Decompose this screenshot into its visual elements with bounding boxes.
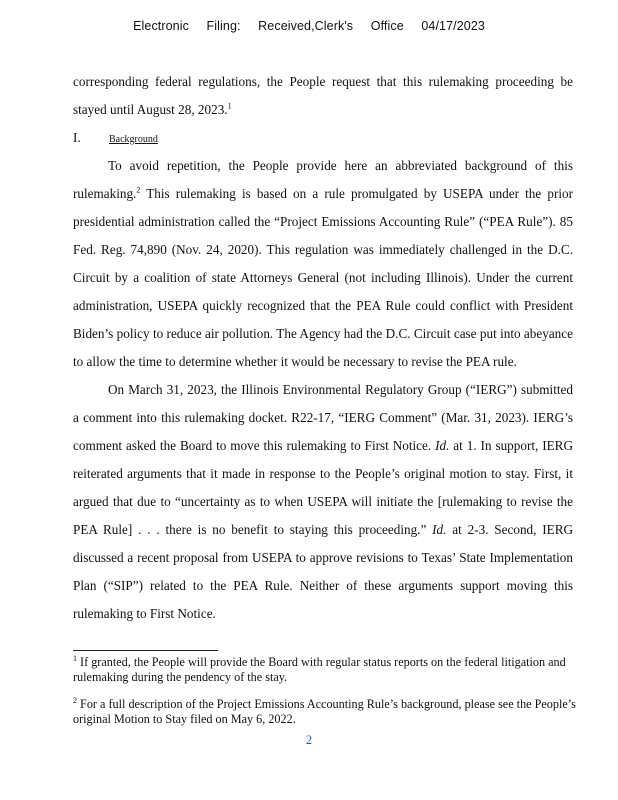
paragraph-background-intro: To avoid repetition, the People provide here an abbreviated background of this rulemaking. xyxy=(73,158,573,201)
paragraph-ierg-comment xyxy=(73,376,573,628)
footnote-ref-1[interactable]: 1 xyxy=(227,101,232,111)
paragraph-background-text: This rulemaking is based on a rule promulgated by USEPA under the prior presidential administration called the “Project Emissions Accounting Rule” (“PEA Rule”). 85 Fed. Reg. 74,890 (Nov. 24, 2020). This regulation was immediately challenged in the D.C. Circuit by a coalition of state Attorneys General (not including Illinois). Under the current administration, USEPA quickly recognized that the PEA Rule could conflict with President Biden’s policy to reduce air pollution. The Agency had the D.C. Circuit case put into abeyance to allow the time to determine whether it would be necessary to revise the PEA rule. xyxy=(73,186,573,369)
paragraph-ierg-text-a: On March 31, 2023, the Illinois Environmental Regulatory Group (“IERG”) submitted a comment into this rulemaking docket. R22-17, “IERG Comment” (Mar. 31, 2023). IERG’s comment asked the Board to move this rulemaking to First Notice. xyxy=(73,382,573,453)
footnote-2 xyxy=(73,697,603,727)
electronic-filing-header xyxy=(0,19,618,33)
header-office: Office xyxy=(370,19,404,33)
header-filing: Filing: xyxy=(206,19,241,33)
footnote-divider xyxy=(73,650,218,651)
footnote-1 xyxy=(73,655,603,685)
header-electronic: Electronic xyxy=(133,19,189,33)
section-number: I. xyxy=(73,130,81,145)
citation-id-1: Id. xyxy=(435,438,450,453)
citation-id-2: Id. xyxy=(432,522,447,537)
paragraph-background xyxy=(73,152,573,376)
footnote-2-text: For a full description of the Project Emissions Accounting Rule’s background, please see the People’s original Motion to Stay filed on May 6, 2022. xyxy=(73,697,576,726)
section-title: Background xyxy=(109,134,158,145)
paragraph-ierg-text-b: at 1. In support, IERG reiterated arguments that it made in response to the People’s original motion to stay. First, it argued that due to “uncertainty as to when USEPA will initiate the [rulemaking to revise the PEA Rule] . . . there is no benefit to staying this proceeding.” xyxy=(73,438,573,537)
footnote-1-marker: 1 xyxy=(73,653,77,663)
paragraph-stay-request xyxy=(73,68,573,124)
header-received: Received,Clerk's xyxy=(258,19,354,33)
document-body xyxy=(73,68,573,628)
page-number: 2 xyxy=(305,733,313,747)
footnote-1-text: If granted, the People will provide the Board with regular status reports on the federal litigation and rulemaking during the pendency of the stay. xyxy=(73,655,566,684)
footnotes xyxy=(73,655,603,739)
header-date: 04/17/2023 xyxy=(421,19,485,33)
footnote-2-marker: 2 xyxy=(73,695,77,705)
paragraph-stay-request-text: corresponding federal regulations, the People request that this rulemaking proceeding be stayed until August 28, 2023. xyxy=(73,74,573,117)
footnote-ref-2[interactable]: 2 xyxy=(136,185,141,195)
paragraph-ierg-text-c: at 2-3. Second, IERG discussed a recent proposal from USEPA to approve revisions to Texas’ State Implementation Plan (“SIP”) related to the PEA Rule. Neither of these arguments support moving this rulemaking to First Notice. xyxy=(73,522,574,621)
section-heading xyxy=(73,126,573,152)
